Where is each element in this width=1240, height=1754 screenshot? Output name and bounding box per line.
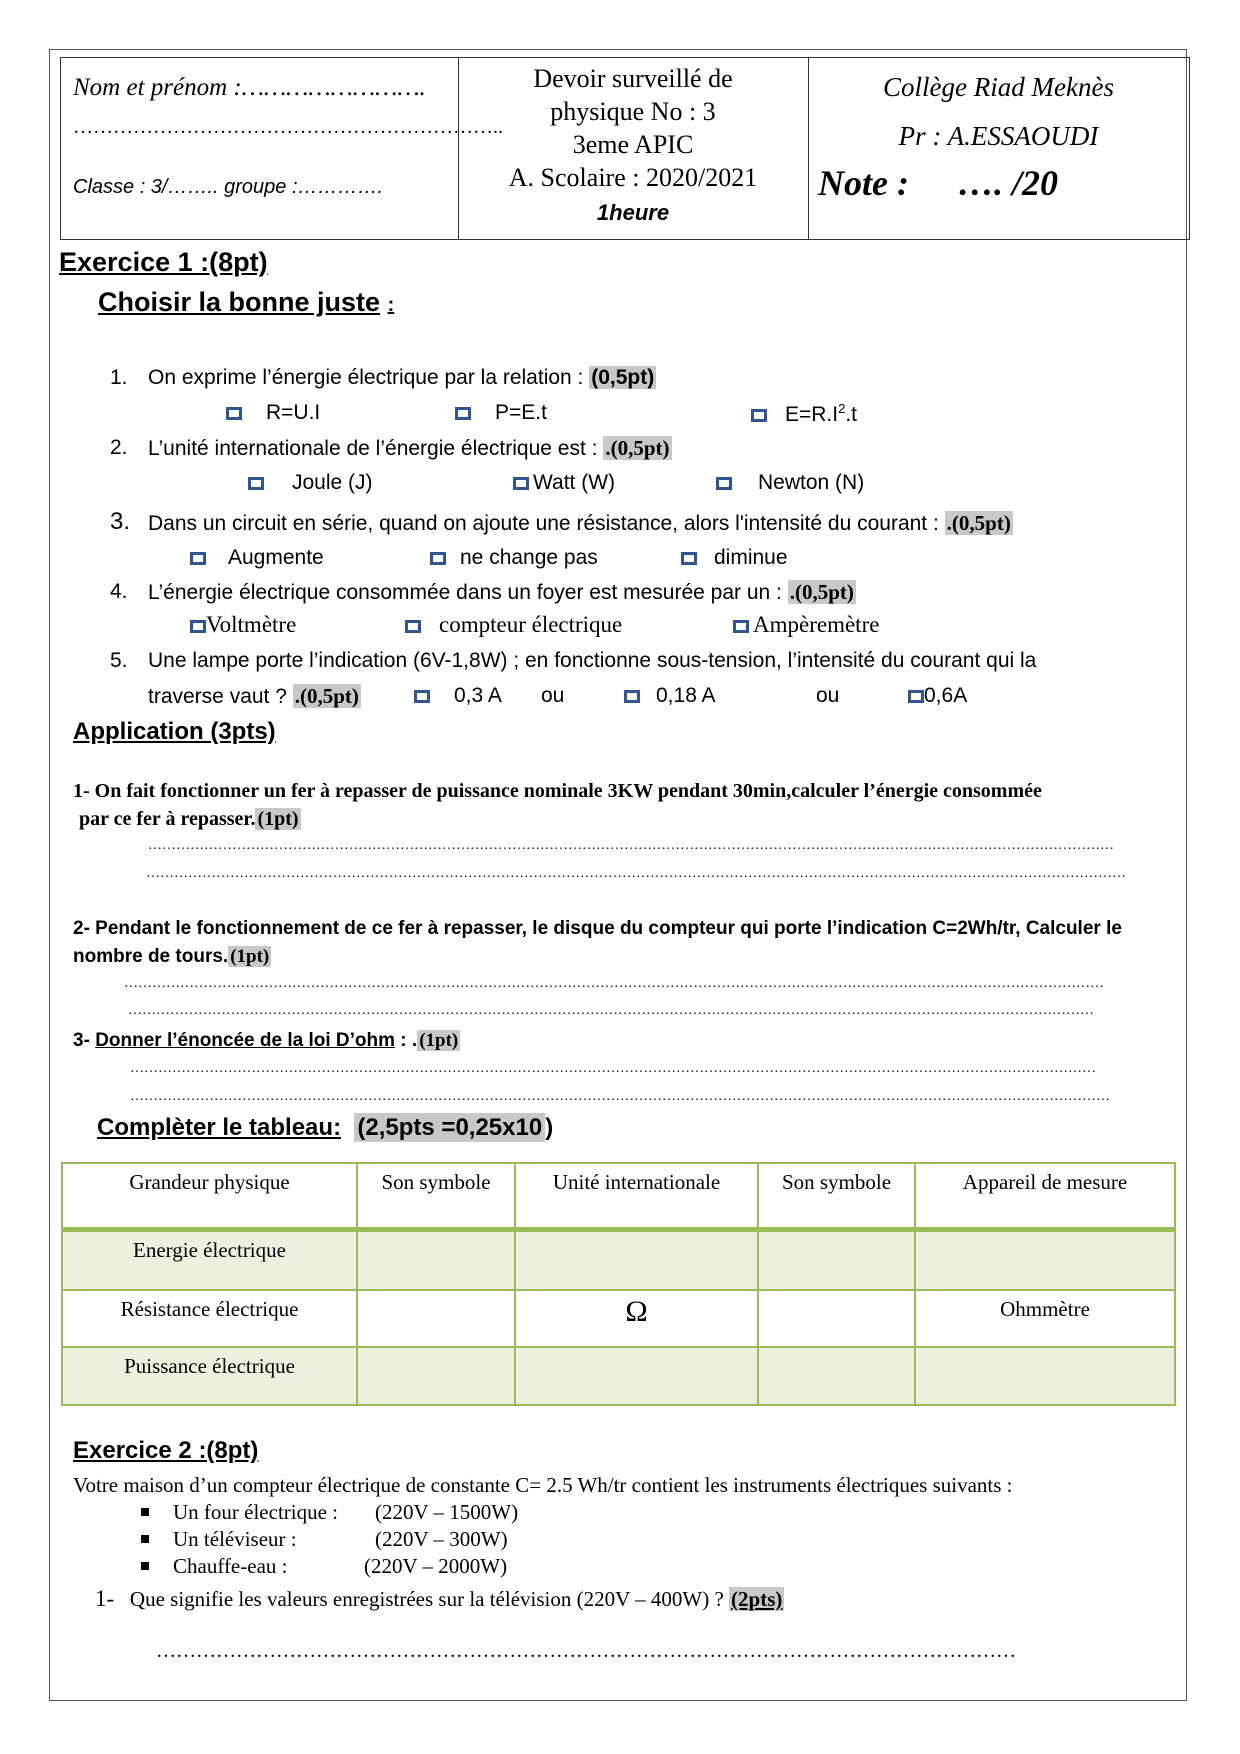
class-label: Classe : 3/…….. groupe :…………. [73, 176, 384, 198]
table-header-cell: Son symbole [758, 1163, 915, 1230]
teacher-name: Pr : A.ESSAOUDI [898, 121, 1099, 151]
q2-points: .(0,5pt) [605, 436, 670, 460]
table-cell-input[interactable] [357, 1347, 515, 1405]
table-cell: Résistance électrique [62, 1290, 357, 1347]
q4-option2-label: compteur électrique [439, 612, 623, 637]
device-spec: (220V – 300W) [375, 1527, 508, 1551]
answer-dots: ……………………………………………………………………………………………………………………………………………………………………………………… [130, 1061, 1096, 1076]
q4-option3-label: Ampèremètre [753, 612, 880, 637]
exercise1-title: Exercice 1 :(8pt) [59, 247, 268, 277]
checkbox-icon[interactable] [190, 620, 206, 633]
device-spec: (220V – 1500W) [375, 1500, 519, 1524]
table-row [62, 1290, 1175, 1347]
q5-text: Une lampe porte l’indication (6V-1,8W) ; en fonctionne sous-tension, l’intensité du courant qui la [148, 649, 1037, 672]
q3-option1-label: Augmente [228, 546, 324, 569]
answer-dots: ……………………………………………………………………………………………………………………………………………………………………………………… [148, 838, 1114, 853]
exercise1-subtitle [98, 287, 394, 318]
checkbox-icon[interactable] [513, 477, 529, 490]
q1-o3-superscript: 2 [838, 401, 846, 416]
q5-option2-label: 0,18 A [656, 684, 716, 707]
q1-num: 1. [110, 366, 128, 389]
bullet-icon [141, 1562, 149, 1570]
checkbox-icon[interactable] [248, 477, 264, 490]
name-label: Nom et prénom :……………………. [73, 74, 426, 101]
answer-dots: ………………………………………………………………………………………………………………………………………………………………………………………… [130, 1089, 1110, 1104]
q1-option3-label [785, 403, 857, 426]
answer-dots: ………………………………………………………………………………………………………………… [156, 1640, 1016, 1662]
checkbox-icon[interactable] [430, 552, 446, 565]
checkbox-icon[interactable] [455, 407, 471, 420]
table-header-cell: Son symbole [357, 1163, 515, 1230]
q1-points: (0,5pt) [591, 366, 655, 389]
q2-option3-label: Newton (N) [758, 471, 865, 494]
q5-line2 [148, 684, 361, 709]
table-cell-input[interactable] [357, 1290, 515, 1347]
ex2-q1-points: (2pts) [731, 1587, 783, 1611]
q2-option2-label: Watt (W) [533, 471, 616, 494]
subtitle-text: Choisir la bonne juste [98, 287, 381, 317]
app-q3-points: (1pt) [419, 1030, 459, 1051]
table-cell: Energie électrique [62, 1230, 357, 1290]
exam-title-line2: physique No : 3 [550, 97, 716, 126]
table-points: (2,5pts =0,25x10 [354, 1113, 545, 1142]
q4-option3[interactable] [733, 612, 879, 638]
q4 [110, 580, 854, 604]
q3-option2-label: ne change pas [460, 546, 598, 569]
q1-o3-part-a: E=R.I [785, 403, 839, 426]
q1-option1-label: R=U.I [266, 401, 321, 424]
school-cell [808, 58, 1189, 239]
device-item [141, 1500, 338, 1525]
quantities-table [61, 1162, 1176, 1406]
table-section-title [97, 1114, 553, 1142]
exercise2-intro: Votre maison d’un compteur électrique de constante C= 2.5 Wh/tr contient les instruments électriques suivants : [73, 1473, 1013, 1497]
application-title: Application (3pts) [73, 718, 276, 745]
q1-option2-label: P=E.t [495, 401, 547, 424]
table-cell-input[interactable] [758, 1290, 915, 1347]
app-q3-num: 3- [73, 1030, 90, 1051]
checkbox-icon[interactable] [908, 690, 924, 703]
q2-text-wrap [148, 436, 672, 461]
q2 [110, 436, 670, 460]
device-item [141, 1554, 287, 1579]
q5-option3[interactable] [908, 684, 967, 708]
answer-dots: ………………………………………………………………………………………………………………………………………………………………………………………… [124, 976, 1104, 991]
device-name: Un four électrique : [173, 1500, 339, 1524]
q5-option3-label: 0,6A [924, 684, 968, 707]
school-name: Collège Riad Meknès [883, 72, 1114, 102]
checkbox-icon[interactable] [716, 477, 732, 490]
q1 [110, 366, 655, 390]
app-q2-text2: nombre de tours. [73, 946, 229, 967]
q1-option1[interactable] [226, 401, 320, 425]
q4-text-wrap [148, 580, 856, 605]
q5-num: 5. [110, 649, 128, 672]
q4-text: L’énergie électrique consommée dans un foyer est mesurée par un : [148, 581, 782, 604]
table-cell-input[interactable] [515, 1230, 758, 1290]
q3-num: 3. [110, 508, 131, 535]
ex2-q1-num: 1- [95, 1586, 115, 1611]
app-q1-line1: 1- On fait fonctionner un fer à repasser de puissance nominale 3KW pendant 30min,calculer l’énergie consommée [73, 780, 1042, 802]
table-cell: Ohmmètre [915, 1290, 1175, 1347]
checkbox-icon[interactable] [681, 552, 697, 565]
checkbox-icon[interactable] [414, 690, 430, 703]
q2-text: L’unité internationale de l’énergie électrique est : [148, 437, 598, 460]
subtitle-colon: : [387, 294, 395, 316]
app-q3-colon: : . [395, 1030, 418, 1051]
q4-num: 4. [110, 580, 128, 603]
app-q2-line2 [73, 946, 271, 968]
checkbox-icon[interactable] [226, 407, 242, 420]
app-q1-text2: par ce fer à repasser. [79, 808, 256, 830]
q4-option1-label: Voltmètre [206, 612, 297, 637]
table-cell-input[interactable] [357, 1230, 515, 1290]
q4-option2[interactable] [405, 612, 622, 638]
checkbox-icon[interactable] [624, 690, 640, 703]
checkbox-icon[interactable] [190, 552, 206, 565]
q3-option3-label: diminue [714, 546, 788, 569]
table-cell-input[interactable] [515, 1347, 758, 1405]
exam-title-line3: 3eme APIC [572, 130, 694, 159]
app-q3 [73, 1030, 460, 1052]
q2-option2[interactable] [513, 471, 615, 495]
table-cell-input[interactable] [758, 1347, 915, 1405]
q3-text: Dans un circuit en série, quand on ajoute une résistance, alors l'intensité du courant : [148, 512, 939, 535]
q3-option3[interactable] [681, 546, 788, 570]
q2-option1-label: Joule (J) [292, 471, 373, 494]
q5-points: .(0,5pt) [294, 684, 359, 708]
q5-option1-label: 0,3 A [454, 684, 502, 707]
device-item [141, 1527, 297, 1552]
school-year: A. Scolaire : 2020/2021 [508, 163, 758, 192]
answer-dots: ……………………………………………………………………………………………………………………………………………………………………………………… [128, 1003, 1094, 1018]
q2-option1[interactable] [248, 471, 373, 495]
device-name: Un téléviseur : [173, 1527, 297, 1551]
answer-dots: ………………………………………………………………………………………………………………………………………………………………………………………… [146, 866, 1126, 881]
q3 [110, 508, 1011, 536]
checkbox-icon[interactable] [405, 620, 421, 633]
checkbox-icon[interactable] [733, 620, 749, 633]
q1-text: On exprime l’énergie électrique par la relation : [148, 366, 584, 389]
q5-or2: ou [816, 684, 840, 707]
q3-text-wrap [148, 511, 1013, 536]
table-cell-input[interactable] [758, 1230, 915, 1290]
bullet-icon [141, 1508, 149, 1516]
note-value: …. /20 [958, 163, 1059, 203]
table-cell-input[interactable] [915, 1347, 1175, 1405]
student-info-cell [61, 58, 503, 239]
exercise2-q1 [95, 1586, 784, 1612]
table-title-text: Complèter le tableau: [97, 1114, 342, 1141]
note-label: Note : [818, 163, 909, 203]
ex2-q1-text: Que signifie les valeurs enregistrées sur la télévision (220V – 400W) ? [129, 1587, 724, 1611]
q4-points: .(0,5pt) [789, 580, 854, 604]
exam-title-line1: Devoir surveillé de [533, 64, 733, 93]
table-cell: Ω [515, 1290, 758, 1347]
table-row [62, 1230, 1175, 1290]
table-header-row [62, 1163, 1175, 1230]
table-header-cell: Unité internationale [515, 1163, 758, 1230]
q1-o3-part-b: .t [845, 403, 858, 426]
device-spec: (220V – 2000W) [364, 1554, 508, 1578]
table-cell: Puissance électrique [62, 1347, 357, 1405]
duration: 1heure [596, 200, 670, 225]
exercise2-title: Exercice 2 :(8pt) [73, 1437, 259, 1464]
app-q1-line2 [79, 808, 301, 831]
q2-num: 2. [110, 436, 128, 459]
q3-option2[interactable] [430, 546, 598, 570]
table-header-cell: Grandeur physique [62, 1163, 357, 1230]
app-q2-line1: 2- Pendant le fonctionnement de ce fer à repasser, le disque du compteur qui porte l’indication C=2Wh/tr, Calculer le [73, 918, 1122, 939]
table-points-paren: ) [545, 1114, 554, 1141]
app-q1-points: (1pt) [257, 808, 299, 830]
bullet-icon [141, 1535, 149, 1543]
table-header-cell: Appareil de mesure [915, 1163, 1175, 1230]
q1-text-wrap [148, 366, 656, 390]
q1-option3[interactable] [751, 401, 857, 427]
app-q2-points: (1pt) [230, 946, 270, 967]
device-name: Chauffe-eau : [173, 1554, 288, 1578]
q3-points: .(0,5pt) [946, 511, 1011, 535]
q5-text2: traverse vaut ? [148, 685, 287, 708]
header-box [60, 57, 1190, 240]
q5-option1[interactable] [414, 684, 502, 708]
q1-option2[interactable] [455, 401, 547, 425]
name-dots: ……………………………………………………….. [73, 116, 503, 138]
table-row [62, 1347, 1175, 1405]
q5-or1: ou [541, 684, 565, 707]
q4-option1[interactable] [190, 612, 296, 638]
q5-option2[interactable] [624, 684, 716, 708]
app-q3-text: Donner l’énoncée de la loi D’ohm [95, 1030, 396, 1051]
q3-option1[interactable] [190, 546, 324, 570]
q5 [110, 649, 1037, 673]
table-cell-input[interactable] [915, 1230, 1175, 1290]
exam-title-cell [458, 58, 809, 239]
q2-option3[interactable] [716, 471, 864, 495]
checkbox-icon[interactable] [751, 409, 767, 422]
